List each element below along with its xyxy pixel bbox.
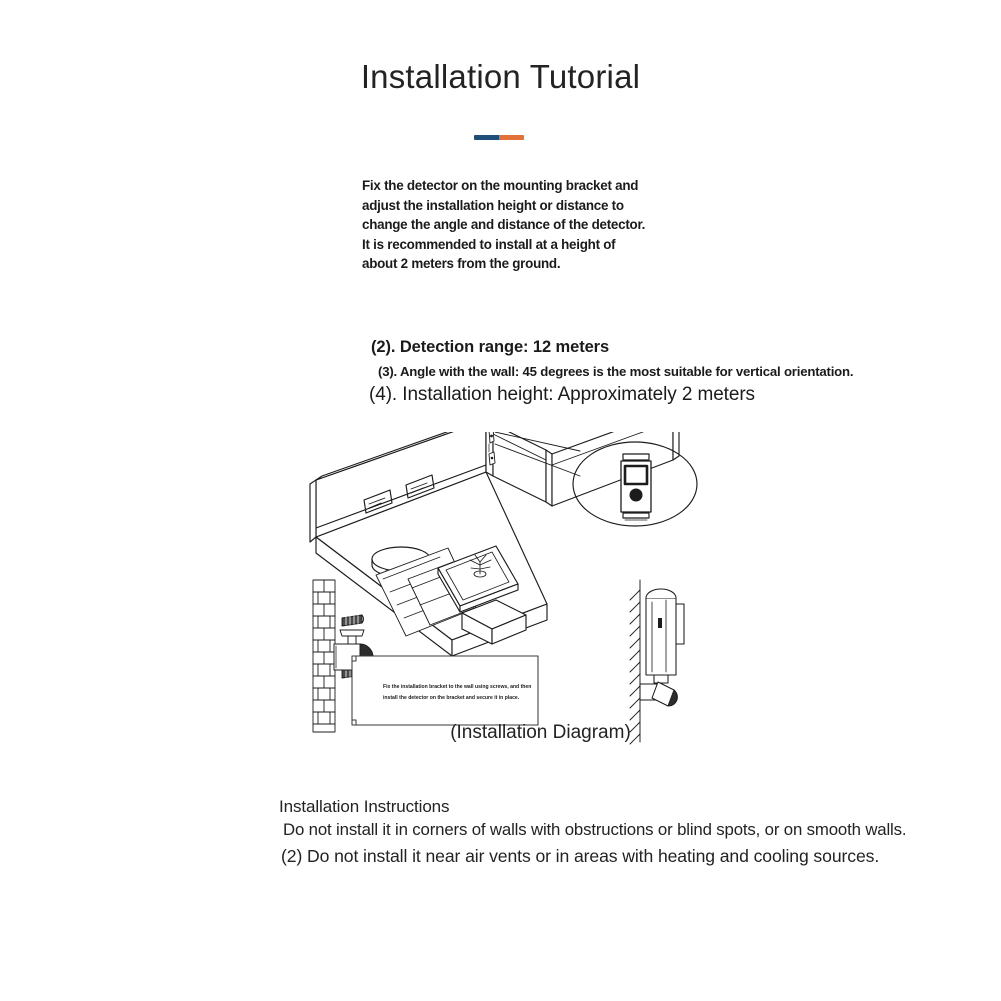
intro-line-1: Fix the detector on the mounting bracket and (362, 178, 639, 193)
instruction-item-2: (2) Do not install it near air vents or in areas with heating and cooling sources. (281, 846, 880, 866)
diagram-caption (0, 722, 1001, 744)
note-line-1: Fix the installation bracket to the wall using screws, and then (383, 684, 532, 690)
spec-wall-angle: (3). Angle with the wall: 45 degrees is the most suitable for vertical orientation. (378, 364, 854, 379)
intro-paragraph (362, 176, 662, 274)
hatched-wall (630, 580, 640, 744)
title-divider (474, 135, 524, 140)
diagram-caption-text: (Installation Diagram) (450, 722, 631, 743)
spec-installation-height: (4). Installation height: Approximately 2 meters (369, 384, 755, 405)
instruction-note-box (350, 654, 538, 725)
divider-segment-blue (474, 135, 499, 140)
divider-segment-orange (499, 135, 524, 140)
intro-line-5: about 2 meters from the ground. (362, 256, 561, 272)
intro-line-2: adjust the installation height or distance to (362, 197, 624, 213)
page-title: Installation Tutorial (360, 58, 641, 95)
brick-wall (313, 580, 335, 732)
installation-diagram (280, 432, 725, 762)
instruction-item-1: Do not install it in corners of walls with obstructions or blind spots, or on smooth walls. (283, 820, 907, 839)
installation-instructions (279, 797, 939, 867)
note-line-2: install the detector on the bracket and secure it in place. (383, 695, 520, 701)
spec-detection-range: (2). Detection range: 12 meters (371, 338, 610, 356)
detector-closeup-device (621, 454, 651, 520)
wall-mounted-detector (640, 589, 684, 706)
intro-line-4: It is recommended to install at a height of (362, 236, 616, 252)
instructions-title: Installation Instructions (279, 797, 450, 816)
intro-line-3: change the angle and distance of the detector. (362, 217, 646, 233)
